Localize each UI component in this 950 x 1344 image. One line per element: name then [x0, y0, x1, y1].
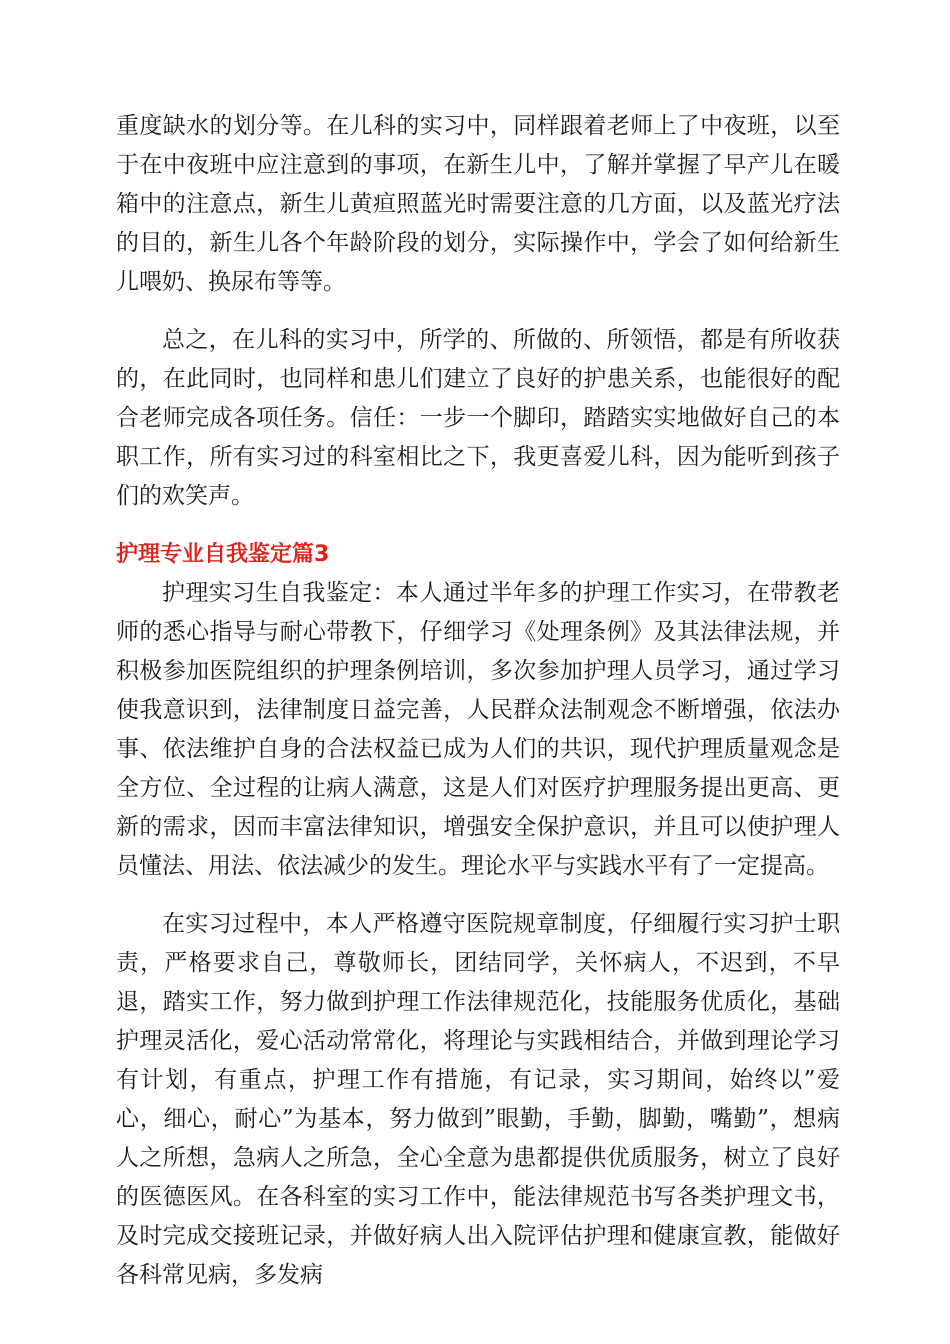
section-heading: 护理专业自我鉴定篇3 [116, 542, 330, 567]
paragraph-intro: 护理实习生自我鉴定：本人通过半年多的护理工作实习，在带教老师的悉心指导与耐心带教下，仔细学习《处理条例》及其法律法规，并积极参加医院组织的护理条例培训，多次参加护理人员学习，通过学习使我意识到，法律制度日益完善，人民群众法制观念不断增强，依法办事、依法维护自身的合法权益已成为人们的共识，现代护理质量观念是全方位、全过程的让病人满意，这是人们对医疗护理服务提出更高、更新的需求，因而丰富法律知识，增强安全保护意识，并且可以使护理人员懂法、用法、依法减少的发生。理论水平与实践水平有了一定提高。 [116, 580, 840, 879]
paragraph-practice: 在实习过程中，本人严格遵守医院规章制度，仔细履行实习护士职责，严格要求自己，尊敬师长，团结同学，关怀病人，不迟到，不早退，踏实工作，努力做到护理工作法律规范化，技能服务优质化，基础护理灵活化，爱心活动常常化，将理论与实践相结合，并做到理论学习有计划，有重点，护理工作有措施，有记录，实习期间，始终以”爱心，细心，耐心”为基本，努力做到”眼勤，手勤，脚勤，嘴勤”，想病人之所想，急病人之所急，全心全意为患都提供优质服务，树立了良好的医德医风。在各科室的实习工作中，能法律规范书写各类护理文书，及时完成交接班记录，并做好病人出入院评估护理和健康宣教，能做好各科常见病，多发病 [116, 911, 840, 1288]
paragraph-summary: 总之，在儿科的实习中，所学的、所做的、所领悟，都是有所收获的，在此同时，也同样和患儿们建立了良好的护患关系，也能很好的配合老师完成各项任务。信任：一步一个脚印，踏踏实实地做好自己的本职工作，所有实习过的科室相比之下，我更喜爱儿科，因为能听到孩子们的欢笑声。 [116, 327, 840, 509]
paragraph-continued: 重度缺水的划分等。在儿科的实习中，同样跟着老师上了中夜班，以至于在中夜班中应注意到的事项，在新生儿中，了解并掌握了早产儿在暖箱中的注意点，新生儿黄疸照蓝光时需要注意的几方面，以及蓝光疗法的目的，新生儿各个年龄阶段的划分，实际操作中，学会了如何给新生儿喂奶、换尿布等等。 [116, 113, 840, 295]
